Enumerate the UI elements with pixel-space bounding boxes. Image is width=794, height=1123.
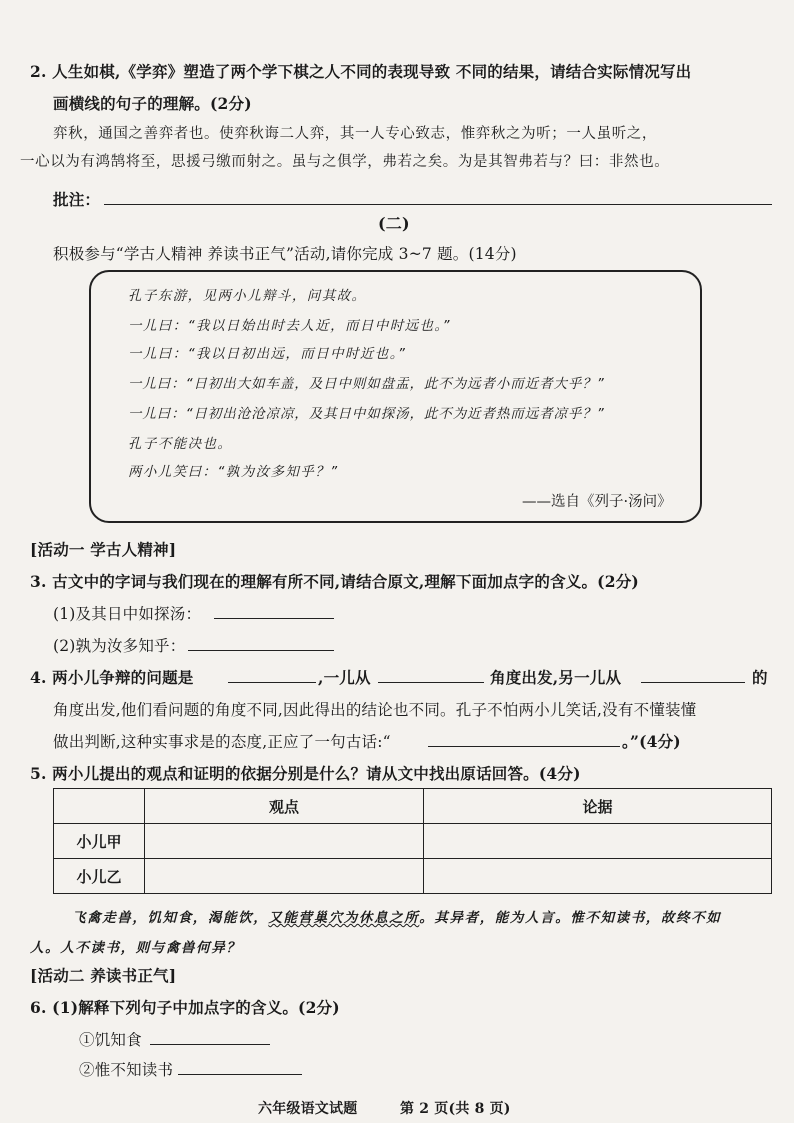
excerpt-line2: 人。人不读书，则与禽兽何异？: [30, 940, 242, 956]
q4-line3b: 。”(4分): [622, 732, 681, 751]
q4-blank1[interactable]: [228, 682, 316, 683]
activity2-title: [活动二 养读书正气]: [30, 966, 177, 985]
q3-answer1-line[interactable]: [214, 618, 334, 619]
q4-blank3[interactable]: [641, 682, 745, 683]
q2-stem-line2: 画横线的句子的理解。(2分): [53, 94, 252, 113]
excerpt-line1a: 飞禽走兽，饥知食，渴能饮，: [72, 910, 269, 926]
q5-header-blank: [54, 789, 145, 824]
q3-stem: 3. 古文中的字词与我们现在的理解有所不同,请结合原文,理解下面加点字的含义。(2分): [30, 572, 639, 591]
excerpt-line1c: 。其异者，能为人言。惟不知读书，故终不如: [419, 910, 722, 926]
q5-cell-b-evidence[interactable]: [424, 859, 772, 894]
passage-box: [89, 270, 702, 523]
q2-note-answer-line[interactable]: [104, 204, 772, 205]
footer-subject: 六年级语文试题: [258, 1101, 358, 1117]
q5-header-viewpoint: 观点: [145, 789, 424, 824]
passage-source: ——选自《列子·汤问》: [522, 494, 672, 510]
passage-line-3: 一儿曰：“我以日初出远，而日中时近也。”: [128, 346, 407, 362]
section-intro: 积极参与“学古人精神 养读书正气”活动,请你完成 3~7 题。(14分): [53, 245, 517, 263]
q4-blank4[interactable]: [428, 746, 620, 747]
passage-line-2: 一儿曰：“我以日始出时去人近，而日中时远也。”: [128, 318, 451, 334]
q3-answer2-line[interactable]: [188, 650, 334, 651]
q2-stem-line1: 2. 人生如棋,《学弈》塑造了两个学下棋之人不同的表现导致 不同的结果，请结合实际情况写出: [30, 62, 692, 81]
passage-line-4: 一儿曰：“日初出大如车盖，及日中则如盘盂，此不为远者小而近者大乎？”: [128, 376, 605, 392]
q4-part4: 的: [752, 668, 768, 687]
q4-line2: 角度出发,他们看问题的角度不同,因此得出的结论也不同。孔子不怕两小儿笑话,没有不懂装懂: [53, 701, 697, 719]
q5-row-label-b: 小儿乙: [54, 859, 145, 894]
q5-cell-a-viewpoint[interactable]: [145, 824, 424, 859]
q2-passage-line2: 一心以为有鸿鹄将至，思援弓缴而射之。虽与之俱学，弗若之矣。为是其智弗若与？曰：非然也。: [20, 154, 670, 170]
excerpt-line1: [72, 906, 721, 926]
passage-line-5: 一儿曰：“日初出沧沧凉凉，及其日中如探汤，此不为近者热而远者凉乎？”: [128, 406, 605, 422]
q5-header-evidence: 论据: [424, 789, 772, 824]
q5-stem: 5. 两小儿提出的观点和证明的依据分别是什么？请从文中找出原话回答。(4分): [30, 764, 581, 783]
q5-row-label-a: 小儿甲: [54, 824, 145, 859]
passage-line-7: 两小儿笑曰：“孰为汝多知乎？”: [128, 464, 339, 480]
excerpt-underlined: 又能营巢穴为休息之所: [268, 910, 420, 926]
footer-page-number: 第 2 页(共 8 页): [400, 1101, 511, 1117]
q4-blank2[interactable]: [378, 682, 484, 683]
q2-note-label: 批注：: [53, 190, 101, 209]
section-title: (二): [378, 214, 410, 233]
q2-passage-line1: 弈秋，通国之善弈者也。使弈秋诲二人弈，其一人专心致志，惟弈秋之为听；一人虽听之，: [53, 126, 657, 142]
q5-cell-b-viewpoint[interactable]: [145, 859, 424, 894]
activity1-title: [活动一 学古人精神]: [30, 540, 177, 559]
q3-item2: (2)孰为汝多知乎：: [53, 637, 186, 655]
q5-cell-a-evidence[interactable]: [424, 824, 772, 859]
q4-part2: ,一儿从: [318, 668, 371, 687]
q6-answer1-line[interactable]: [150, 1044, 270, 1045]
q4-line3a: 做出判断,这种实事求是的态度,正应了一句古话:“: [53, 733, 391, 751]
q4-part1: 4. 两小儿争辩的问题是: [30, 668, 194, 687]
q5-answer-table: [53, 788, 772, 894]
q6-item2: ②惟不知读书: [79, 1061, 174, 1079]
passage-line-1: 孔子东游，见两小儿辩斗，问其故。: [128, 288, 367, 304]
q3-item1: (1)及其日中如探汤：: [53, 605, 202, 623]
q6-item1: ①饥知食: [79, 1031, 142, 1049]
q6-stem: 6. (1)解释下列句子中加点字的含义。(2分): [30, 998, 340, 1017]
q4-part3: 角度出发,另一儿从: [490, 668, 622, 687]
q6-answer2-line[interactable]: [178, 1074, 302, 1075]
passage-line-6: 孔子不能决也。: [128, 436, 233, 452]
